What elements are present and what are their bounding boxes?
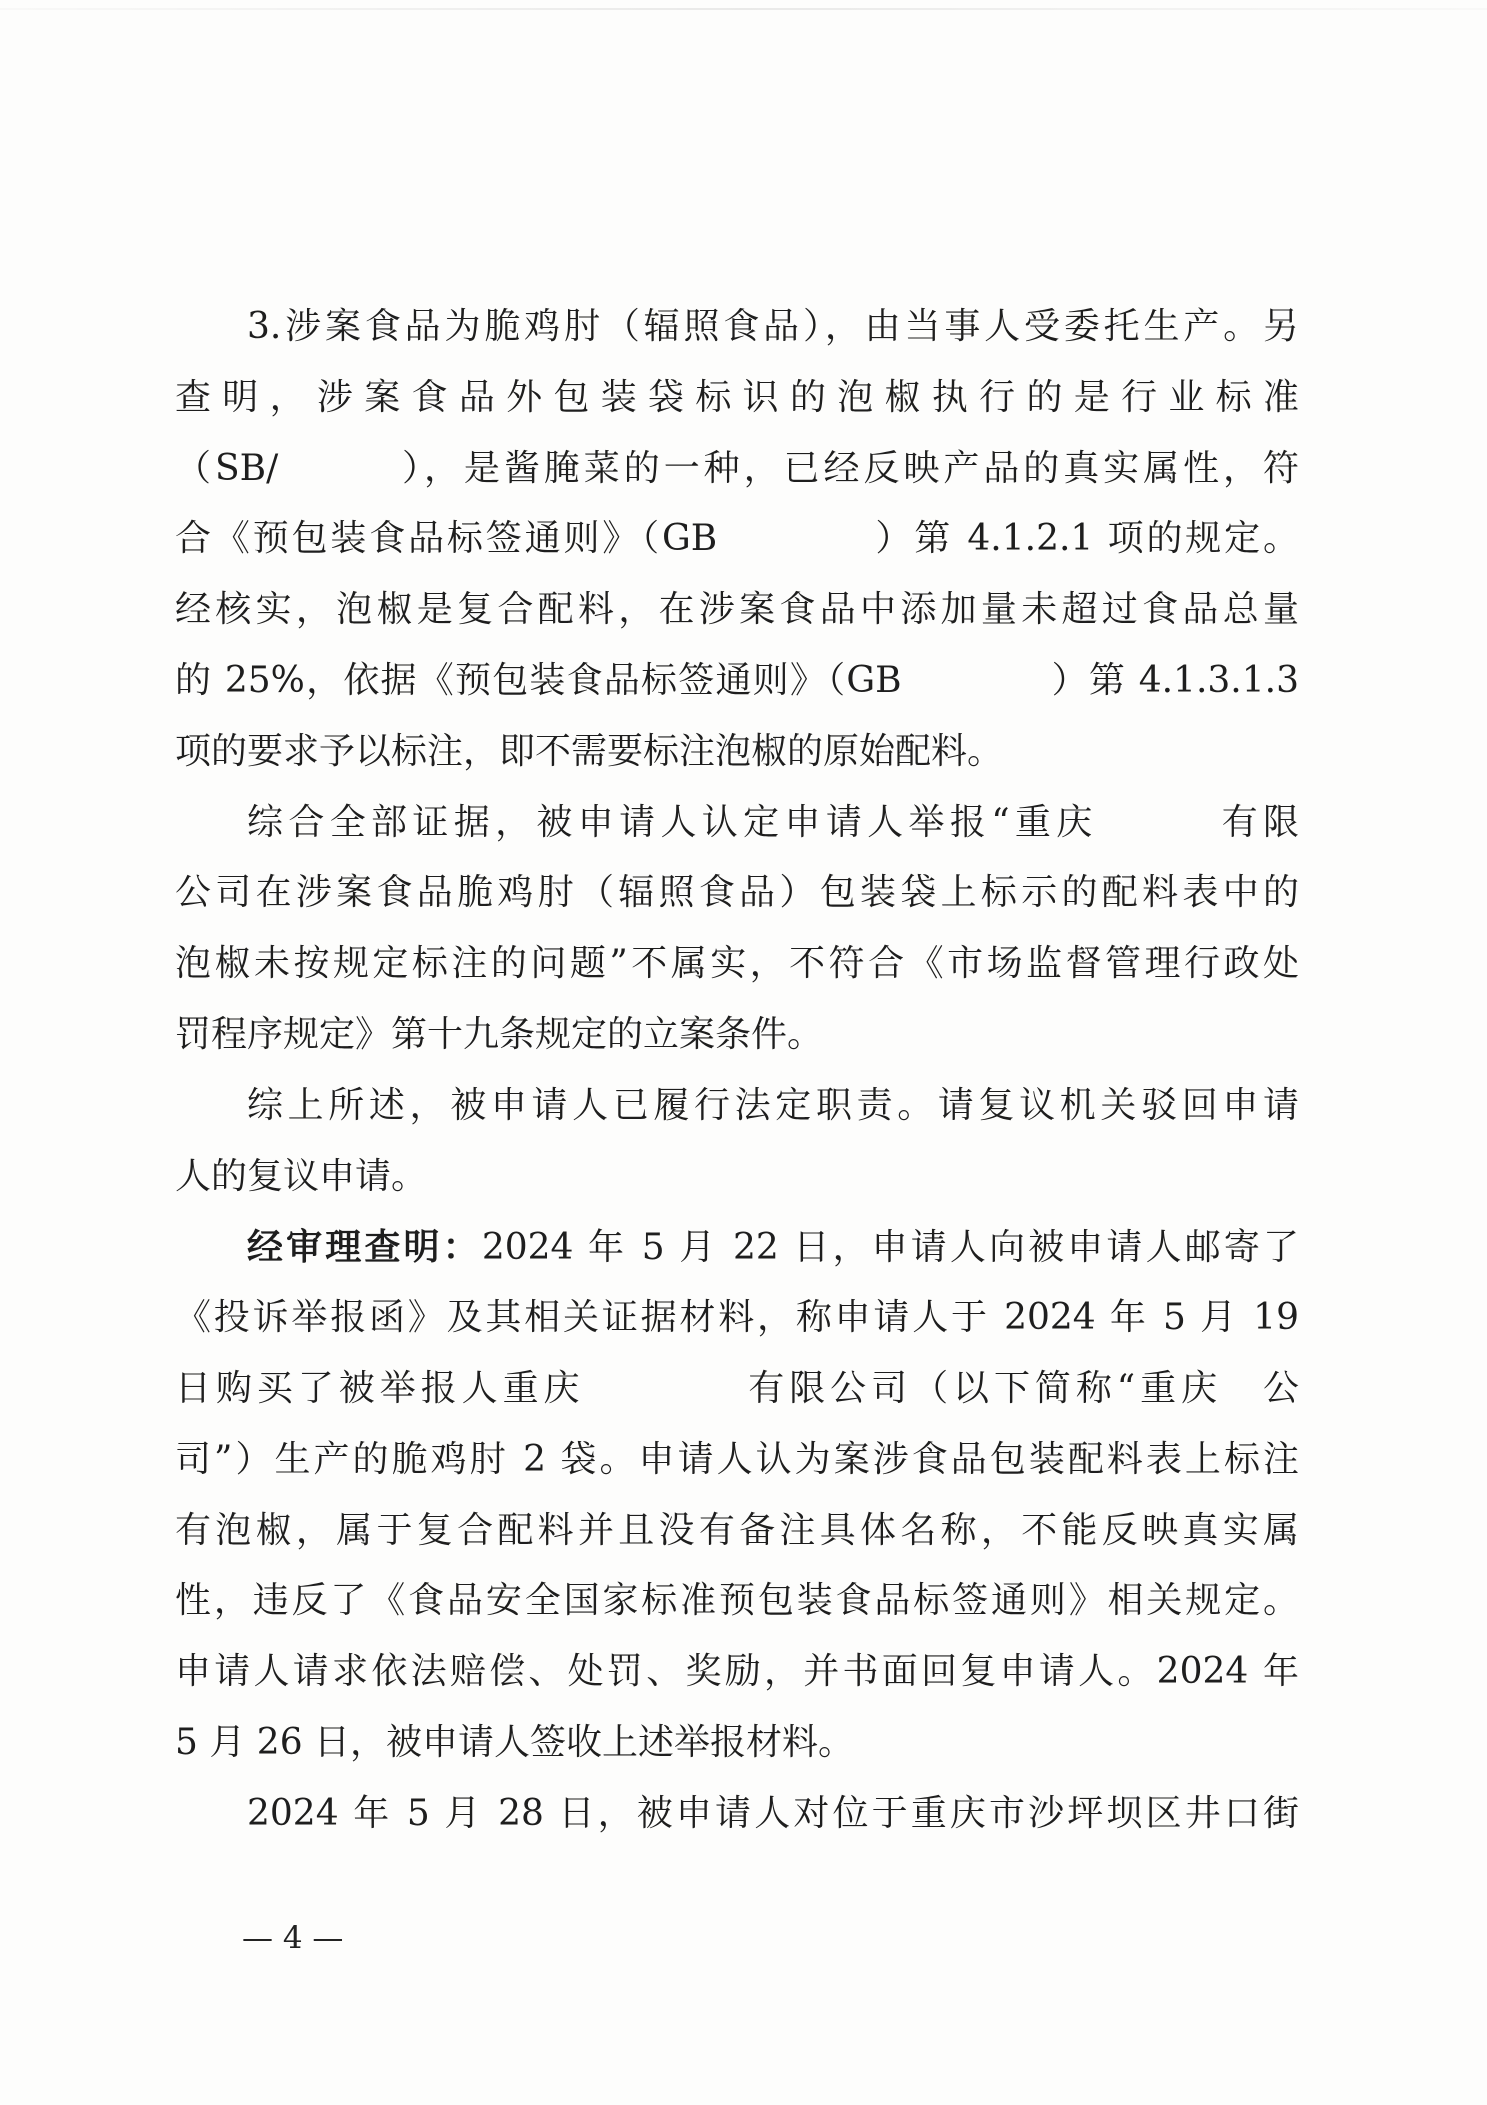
- body-line-9: 公司在涉案食品脆鸡肘（辐照食品）包装袋上标示的配料表中的: [175, 872, 1299, 914]
- body-line-20: 申请人请求依法赔偿、处罚、奖励，并书面回复申请人。2024 年: [175, 1651, 1299, 1693]
- body-line-12: 综上所述，被申请人已履行法定职责。请复议机关驳回申请: [247, 1084, 1299, 1126]
- body-line-8: 综合全部证据，被申请人认定申请人举报“重庆 有限: [247, 801, 1299, 843]
- body-line-3: （SB/ ），是酱腌菜的一种，已经反映产品的真实属性，符: [175, 447, 1299, 489]
- body-line-13: 人的复议申请。: [175, 1155, 428, 1197]
- body-line-18: 有泡椒，属于复合配料并且没有备注具体名称，不能反映真实属: [175, 1509, 1299, 1551]
- document-body: [175, 292, 1299, 1850]
- body-line-22: 2024 年 5 月 28 日，被申请人对位于重庆市沙坪坝区井口街: [247, 1792, 1299, 1834]
- body-line-21: 5 月 26 日，被申请人签收上述举报材料。: [175, 1721, 855, 1763]
- findings-label: 经审理查明：: [247, 1226, 482, 1269]
- body-line-4: 合《预包装食品标签通则》（GB ）第 4.1.2.1 项的规定。: [175, 518, 1299, 560]
- body-line-14-text: 2024 年 5 月 22 日，申请人向被申请人邮寄了: [481, 1227, 1299, 1269]
- body-line-16: 日购买了被举报人重庆 有限公司（以下简称“重庆 公: [175, 1367, 1299, 1409]
- body-line-17: 司”）生产的脆鸡肘 2 袋。申请人认为案涉食品包装配料表上标注: [175, 1438, 1299, 1480]
- body-line-15: 《投诉举报函》及其相关证据材料，称申请人于 2024 年 5 月 19: [175, 1297, 1299, 1339]
- body-line-7: 项的要求予以标注，即不需要标注泡椒的原始配料。: [175, 730, 1004, 772]
- body-line-19: 性，违反了《食品安全国家标准预包装食品标签通则》相关规定。: [175, 1580, 1299, 1622]
- page-number: — 4 —: [242, 1920, 344, 1956]
- body-line-6: 的 25%，依据《预包装食品标签通则》（GB ）第 4.1.3.1.3: [175, 659, 1299, 701]
- body-line-11: 罚程序规定》第十九条规定的立案条件。: [175, 1013, 824, 1055]
- scan-edge-line: [0, 8, 1487, 10]
- body-line-14: [175, 1212, 1299, 1283]
- body-line-5: 经核实，泡椒是复合配料，在涉案食品中添加量未超过食品总量: [175, 589, 1299, 631]
- body-line-1: 3.涉案食品为脆鸡肘（辐照食品），由当事人受委托生产。另: [247, 306, 1299, 347]
- body-line-2: 查明，涉案食品外包装袋标识的泡椒执行的是行业标准: [175, 376, 1299, 418]
- body-line-10: 泡椒未按规定标注的问题”不属实，不符合《市场监督管理行政处: [175, 943, 1299, 985]
